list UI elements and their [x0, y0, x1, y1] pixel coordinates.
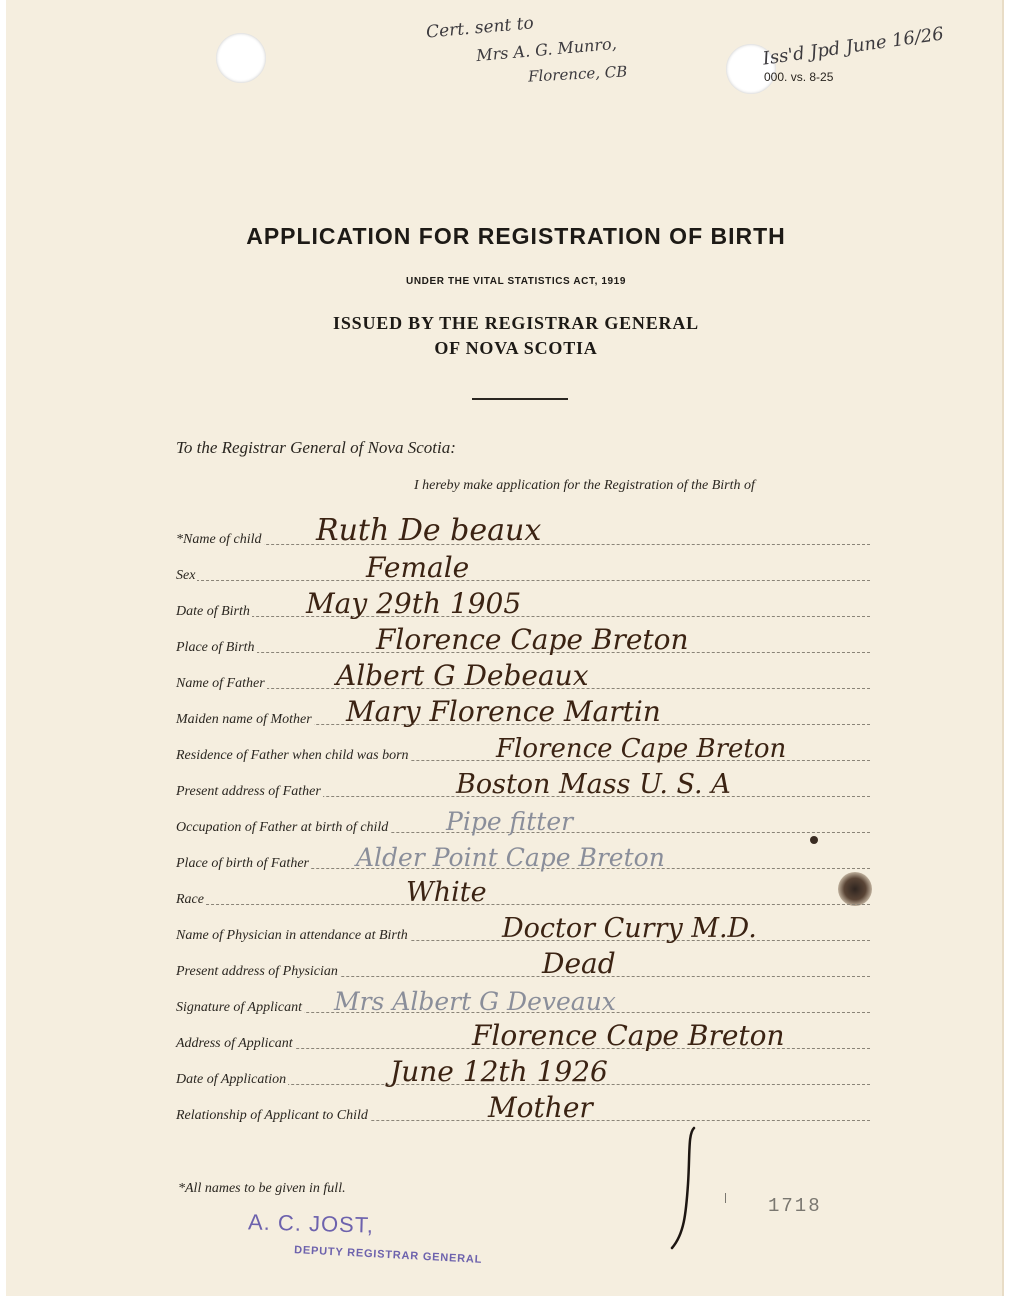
birth-registration-form	[6, 0, 1004, 1296]
issued-note: Iss'd Jpd June 16/26	[761, 23, 945, 70]
field-label: Relationship of Applicant to Child	[176, 1108, 368, 1123]
field-row-father-residence	[176, 734, 870, 764]
field-label: Present address of Father	[176, 784, 321, 799]
cert-note-line1: Cert. sent to	[425, 13, 535, 43]
field-row-application-date	[176, 1055, 870, 1088]
field-row-father-name	[176, 659, 870, 692]
field-label: Residence of Father when child was born	[176, 748, 409, 763]
field-value-race: White	[406, 877, 487, 908]
field-value-father-residence: Florence Cape Breton	[496, 734, 787, 764]
field-row-relationship	[176, 1091, 870, 1124]
punch-hole-left	[216, 33, 266, 83]
field-label: Date of Birth	[176, 604, 250, 619]
cert-note-line2: Mrs A. G. Munro,	[475, 33, 618, 66]
field-label: Maiden name of Mother	[176, 712, 312, 727]
field-value-place-of-birth: Florence Cape Breton	[376, 623, 689, 656]
field-row-applicant-address	[176, 1019, 870, 1052]
issuer-line-1: ISSUED BY THE REGISTRAR GENERAL	[333, 313, 699, 333]
field-value-father-birthplace: Alder Point Cape Breton	[356, 843, 665, 872]
field-row-father-occupation	[176, 806, 870, 836]
registrar-stamp-title: DEPUTY REGISTRAR GENERAL	[293, 1244, 483, 1266]
registration-number: 1718	[768, 1195, 822, 1217]
field-row-physician-address	[176, 947, 870, 980]
field-row-place-of-birth	[176, 623, 870, 656]
field-value-applicant-signature: Mrs Albert G Deveaux	[334, 987, 616, 1016]
issuer-line-2: OF NOVA SCOTIA	[434, 338, 598, 358]
field-row-sex	[176, 551, 870, 584]
footnote: *All names to be given in full.	[178, 1181, 346, 1196]
field-row-date-of-birth	[176, 587, 870, 620]
cert-note-line3: Florence, CB	[527, 62, 628, 86]
field-value-father-present-address: Boston Mass U. S. A	[456, 769, 731, 800]
field-value-physician-address: Dead	[542, 947, 616, 980]
field-value-relationship: Mother	[488, 1091, 593, 1124]
field-value-father-name: Albert G Debeaux	[336, 659, 589, 692]
field-value-sex: Female	[366, 551, 470, 584]
field-label: Date of Application	[176, 1072, 287, 1087]
field-value-child-name: Ruth De beaux	[316, 513, 542, 548]
field-value-physician-name: Doctor Curry M.D.	[502, 913, 757, 944]
fill-line	[176, 580, 870, 581]
field-label: Name of Father	[176, 676, 265, 691]
field-label: Signature of Applicant	[176, 1000, 302, 1015]
registrar-stamp-name: A. C. JOST,	[247, 1209, 375, 1238]
field-value-father-occupation: Pipe fitter	[446, 807, 574, 836]
title-divider	[472, 398, 568, 400]
ink-bracket-mark	[666, 1124, 706, 1254]
tick-mark	[725, 1193, 726, 1203]
form-subtitle: UNDER THE VITAL STATISTICS ACT, 1919	[406, 276, 626, 287]
field-label: Occupation of Father at birth of child	[176, 820, 389, 835]
field-label: Sex	[176, 568, 196, 583]
ink-spot	[810, 836, 818, 844]
field-label: Place of Birth	[176, 640, 255, 655]
form-code: 000. vs. 8-25	[764, 70, 834, 84]
field-label: Present address of Physician	[176, 964, 338, 979]
field-value-applicant-address: Florence Cape Breton	[472, 1019, 785, 1052]
field-label: Race	[176, 892, 204, 907]
field-row-physician-name	[176, 914, 870, 944]
form-title: APPLICATION FOR REGISTRATION OF BIRTH	[246, 223, 786, 249]
field-row-child-name	[176, 513, 870, 548]
field-label: Address of Applicant	[176, 1036, 293, 1051]
field-row-applicant-signature	[176, 986, 870, 1016]
intro-text: I hereby make application for the Registration of the Birth of	[414, 478, 755, 493]
ink-blot	[838, 872, 872, 906]
salutation: To the Registrar General of Nova Scotia:	[176, 438, 456, 457]
field-row-father-present-address	[176, 770, 870, 800]
field-row-mother-maiden-name	[176, 695, 870, 728]
field-value-date-of-birth: May 29th 1905	[306, 587, 522, 620]
fill-line	[176, 616, 870, 617]
field-value-mother-maiden-name: Mary Florence Martin	[346, 695, 661, 728]
field-label: Name of Physician in attendance at Birth	[176, 928, 408, 943]
field-row-race	[176, 878, 870, 908]
fill-line	[176, 904, 870, 905]
field-label: Place of birth of Father	[176, 856, 309, 871]
field-value-application-date: June 12th 1926	[390, 1055, 608, 1088]
field-row-father-birthplace	[176, 842, 870, 872]
field-label: *Name of child	[176, 532, 262, 547]
